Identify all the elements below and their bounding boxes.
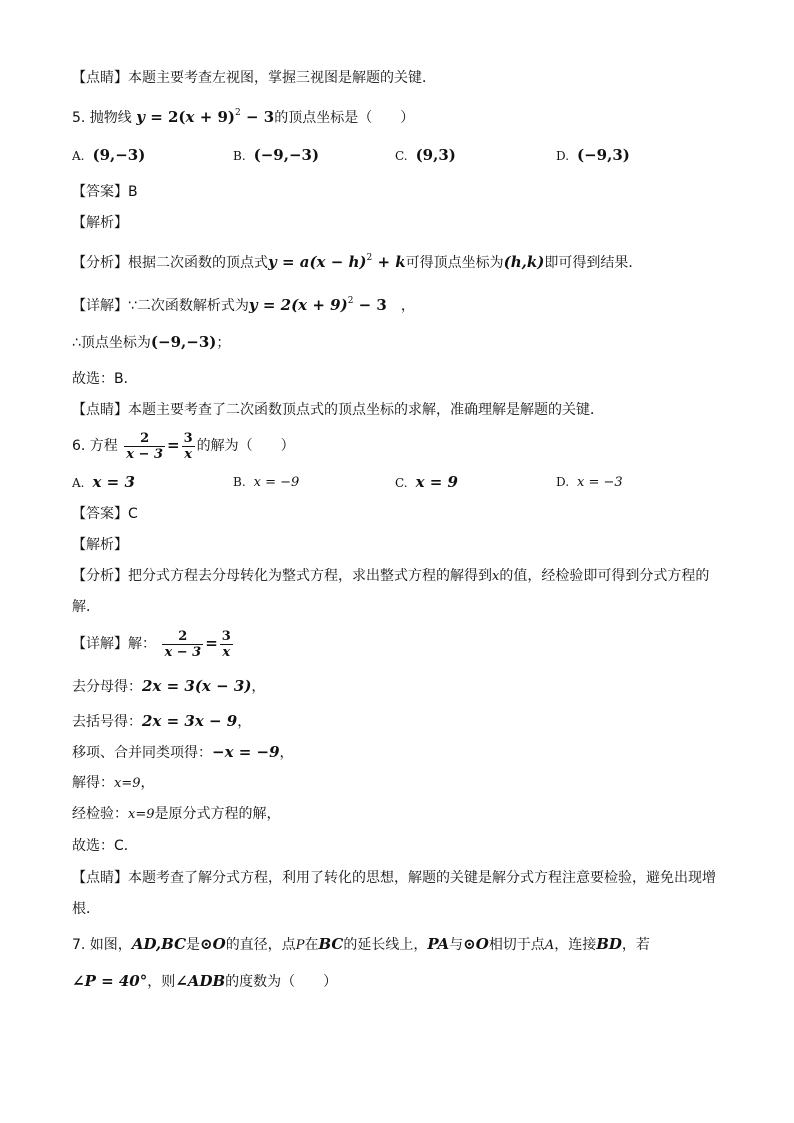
q5-x: x bbox=[185, 108, 195, 126]
q6-frac-left: $\frac{2}{x - 3}$ bbox=[126, 430, 164, 462]
question-5-stem bbox=[72, 103, 414, 128]
q5-number: 5. 抛物线 bbox=[72, 110, 132, 126]
question-7-stem-line2: ∠P = 40°，则∠ADB的度数为（ ） bbox=[72, 972, 338, 990]
q6-step5: 经检验：x=9是原分式方程的解， bbox=[72, 806, 281, 822]
q6-xiangjie: 【详解】解： $\frac{2}{x - 3}$ = $\frac{3}{x}$ bbox=[72, 628, 231, 660]
q5-option-a: A. (9,−3) bbox=[72, 146, 146, 164]
q6-option-d: D. x = −3 bbox=[556, 475, 623, 490]
q6-option-b: B. x = −9 bbox=[233, 475, 300, 490]
q5-y: y bbox=[136, 108, 145, 126]
question-7-stem-line1: 7. 如图，AD,BC是⊙O的直径，点P在BC的延长线上，PA与⊙O相切于点A，连接BD，若 bbox=[72, 935, 650, 953]
q5-select: 故选：B． bbox=[72, 371, 138, 387]
q5-option-c: C. (9,3) bbox=[395, 146, 456, 164]
q6-step2: 去括号得：2x = 3x − 9， bbox=[72, 712, 252, 730]
q6-fenxi-line2: 解． bbox=[72, 599, 100, 615]
q6-option-c: C. x = 9 bbox=[395, 473, 458, 491]
question-6-stem: 6. 方程 $\frac{2}{x - 3}$ = $\frac{3}{x}$ 的解为（ ） bbox=[72, 430, 295, 462]
q5-tail: 的顶点坐标是（ ） bbox=[274, 110, 415, 126]
q6-step4: 解得：x=9， bbox=[72, 775, 155, 791]
q5-dianjing: 【点睛】本题主要考查了二次函数顶点式的顶点坐标的求解，准确理解是解题的关键． bbox=[72, 402, 604, 418]
q5-analysis-label: 【解析】 bbox=[72, 215, 128, 231]
q6-analysis-label: 【解析】 bbox=[72, 537, 128, 553]
q5-answer: 【答案】B bbox=[72, 184, 138, 200]
q5-vertex: ∴顶点坐标为(−9,−3)； bbox=[72, 333, 231, 351]
q5-eq3: − 3 bbox=[240, 108, 275, 126]
q5-option-d: D. (−9,3) bbox=[556, 146, 630, 164]
q6-xiangjie-frac-left: $\frac{2}{x - 3}$ bbox=[164, 628, 202, 660]
q6-dianjing-line1: 【点睛】本题考查了解分式方程，利用了转化的思想，解题的关键是解分式方程注意要检验，避免出现增 bbox=[72, 870, 716, 886]
q5-eq1: = 2( bbox=[144, 108, 186, 126]
q6-option-a: A. x = 3 bbox=[72, 473, 135, 491]
q5-xiangjie: 【详解】∵二次函数解析式为$y = 2(x + 9)^2 - 3$ ， bbox=[72, 296, 415, 314]
q6-answer: 【答案】C bbox=[72, 506, 138, 522]
q6-xiangjie-frac-right: $\frac{3}{x}$ bbox=[221, 628, 231, 660]
q5-sup: 2 bbox=[235, 108, 241, 118]
q6-step3: 移项、合并同类项得：−x = −9， bbox=[72, 743, 294, 761]
q6-fenxi-line1: 【分析】把分式方程去分母转化为整式方程，求出整式方程的解得到x的值，经检验即可得到分式方程的 bbox=[72, 568, 710, 584]
q6-frac-right: $\frac{3}{x}$ bbox=[183, 430, 193, 462]
q5-option-b: B. (−9,−3) bbox=[233, 146, 320, 164]
q6-dianjing-line2: 根． bbox=[72, 901, 100, 917]
q6-select: 故选：C． bbox=[72, 838, 138, 854]
q5-eq2: + 9) bbox=[194, 108, 236, 126]
q6-step1: 去分母得：2x = 3(x − 3)， bbox=[72, 677, 266, 695]
q5-fenxi: 【分析】根据二次函数的顶点式$y = a(x - h)^2 + k$可得顶点坐标为(h,k)即可得到结果． bbox=[72, 253, 643, 271]
dianjing-q4: 【点睛】本题主要考查左视图，掌握三视图是解题的关键． bbox=[72, 70, 436, 86]
